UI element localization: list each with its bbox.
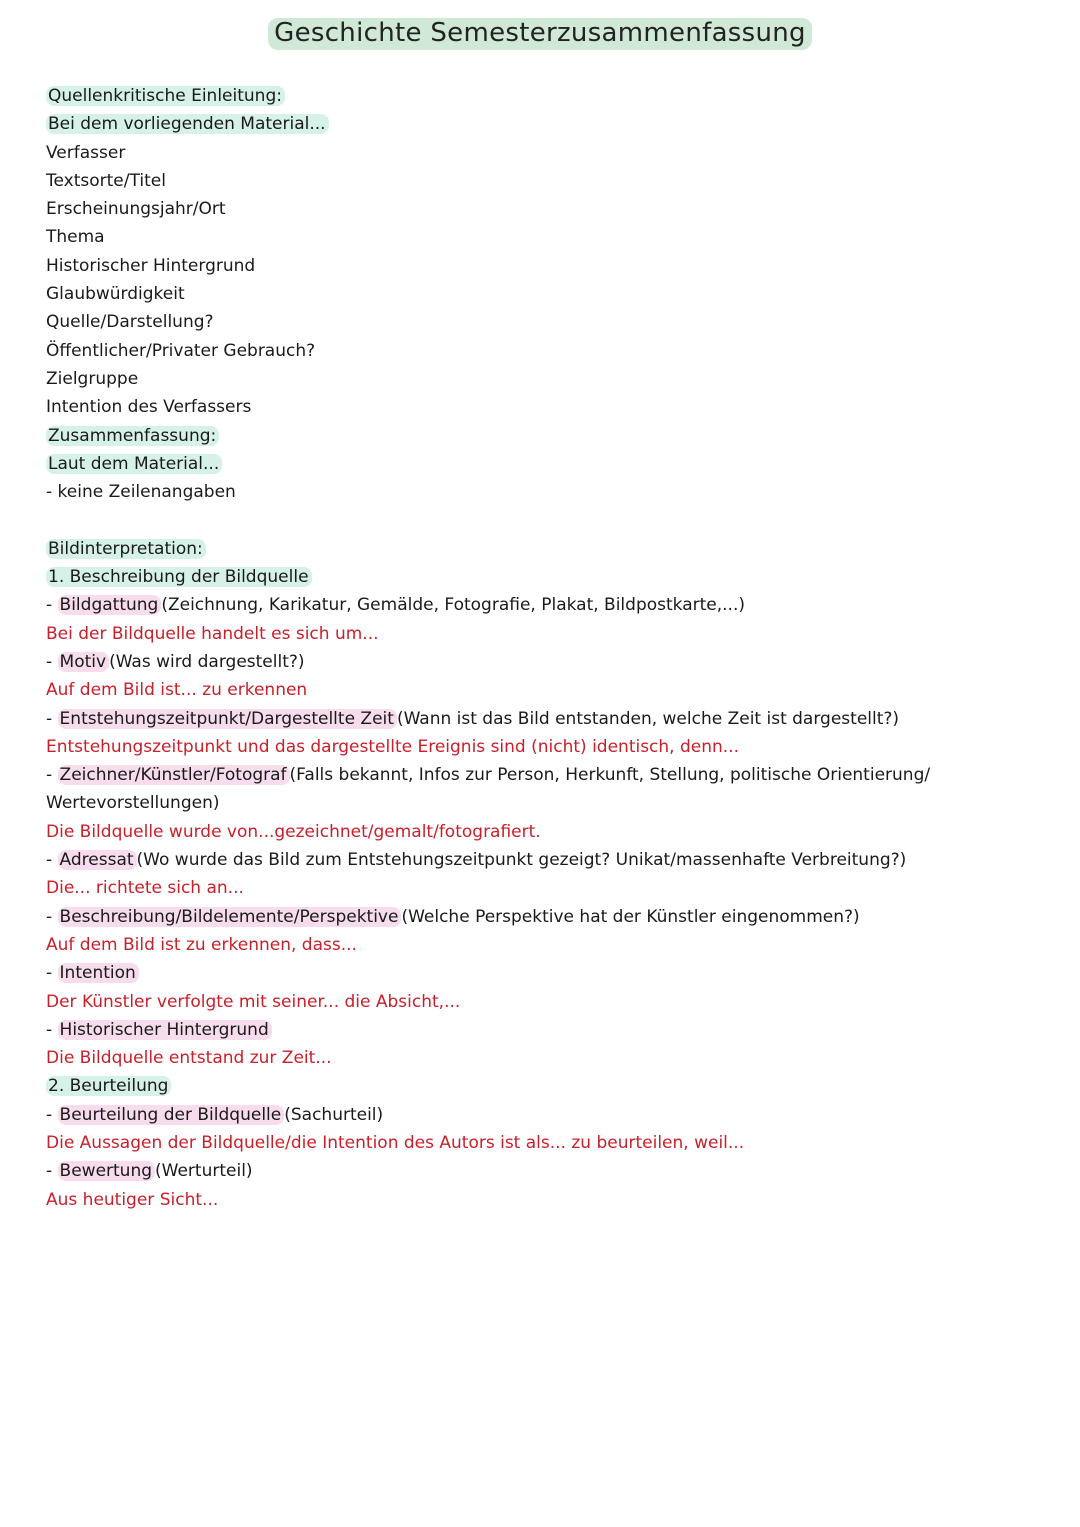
example-phrase: Aus heutiger Sicht... <box>46 1189 219 1210</box>
criterion-line: - Historischer Hintergrund <box>46 1016 1036 1044</box>
list-item: Textsorte/Titel <box>46 170 166 191</box>
list-item: Erscheinungsjahr/Ort <box>46 199 226 220</box>
criterion-line: - Motiv (Was wird dargestellt?) <box>46 651 305 672</box>
criterion-line: - Beschreibung/Bildelemente/Perspektive (Welche Perspektive hat der Künstler eingenommen?) <box>46 906 860 927</box>
list-item: Glaubwürdigkeit <box>46 284 185 305</box>
list-item: Thema <box>46 227 105 248</box>
list-item: Verfasser <box>46 142 126 163</box>
section-heading: Bildinterpretation: <box>46 535 1036 563</box>
notes-body <box>46 82 1036 1214</box>
criterion-line: - Beurteilung der Bildquelle (Sachurteil) <box>46 1104 384 1125</box>
criterion-line: - Entstehungszeitpunkt/Dargestellte Zeit (Wann ist das Bild entstanden, welche Zeit ist dargestellt?) <box>46 708 900 729</box>
criterion-term: Beurteilung der Bildquelle <box>58 1105 285 1125</box>
example-phrase: Die Bildquelle wurde von...gezeichnet/gemalt/fotografiert. <box>46 821 541 842</box>
criterion-term: Bildgattung <box>58 595 162 615</box>
example-phrase: Die Bildquelle entstand zur Zeit... <box>46 1048 332 1069</box>
list-item: Zielgruppe <box>46 368 139 389</box>
criterion-term: Entstehungszeitpunkt/Dargestellte Zeit <box>58 709 397 729</box>
criterion-term: Beschreibung/Bildelemente/Perspektive <box>58 907 402 927</box>
criterion-term: Adressat <box>58 850 137 870</box>
example-phrase: Bei der Bildquelle handelt es sich um... <box>46 623 379 644</box>
criterion-line: - Bildgattung (Zeichnung, Karikatur, Gemälde, Fotografie, Plakat, Bildpostkarte,...) <box>46 595 745 616</box>
list-item: Intention des Verfassers <box>46 397 252 418</box>
subsection-heading: 1. Beschreibung der Bildquelle <box>46 563 1036 591</box>
criterion-term: Zeichner/Künstler/Fotograf <box>58 765 290 785</box>
section-heading: Quellenkritische Einleitung: <box>46 82 1036 110</box>
list-item: Öffentlicher/Privater Gebrauch? <box>46 340 316 361</box>
example-phrase: Die... richtete sich an... <box>46 878 244 899</box>
spacer <box>46 506 1036 534</box>
summary-note: - keine Zeilenangaben <box>46 482 236 503</box>
title-text: Geschichte Semesterzusammenfassung <box>268 18 812 50</box>
criterion-line: - Zeichner/Künstler/Fotograf (Falls bekannt, Infos zur Person, Herkunft, Stellung, politische Orientierung/ Wertevorstellungen) <box>46 765 931 814</box>
example-phrase: Auf dem Bild ist zu erkennen, dass... <box>46 934 357 955</box>
list-item: Quelle/Darstellung? <box>46 312 214 333</box>
criterion-term: Bewertung <box>58 1161 155 1181</box>
criterion-term: Intention <box>58 963 139 983</box>
example-phrase: Die Aussagen der Bildquelle/die Intention des Autors ist als... zu beurteilen, weil... <box>46 1132 745 1153</box>
criterion-line: - Adressat (Wo wurde das Bild zum Entstehungszeitpunkt gezeigt? Unikat/massenhafte Verbreitung?) <box>46 850 907 871</box>
subsection-heading: 2. Beurteilung <box>46 1072 1036 1100</box>
criterion-line: - Intention <box>46 959 1036 987</box>
example-phrase: Entstehungszeitpunkt und das dargestellte Ereignis sind (nicht) identisch, denn... <box>46 736 739 757</box>
list-item: Historischer Hintergrund <box>46 255 256 276</box>
example-phrase: Der Künstler verfolgte mit seiner... die Absicht,... <box>46 991 461 1012</box>
summary-intro: Laut dem Material... <box>46 450 1036 478</box>
example-phrase: Auf dem Bild ist... zu erkennen <box>46 680 308 701</box>
criterion-term: Motiv <box>58 652 110 672</box>
criterion-term: Historischer Hintergrund <box>58 1020 272 1040</box>
summary-heading: Zusammenfassung: <box>46 422 1036 450</box>
criterion-line: - Bewertung (Werturteil) <box>46 1161 253 1182</box>
intro-phrase: Bei dem vorliegenden Material... <box>46 110 1036 138</box>
page-title <box>0 18 1080 48</box>
